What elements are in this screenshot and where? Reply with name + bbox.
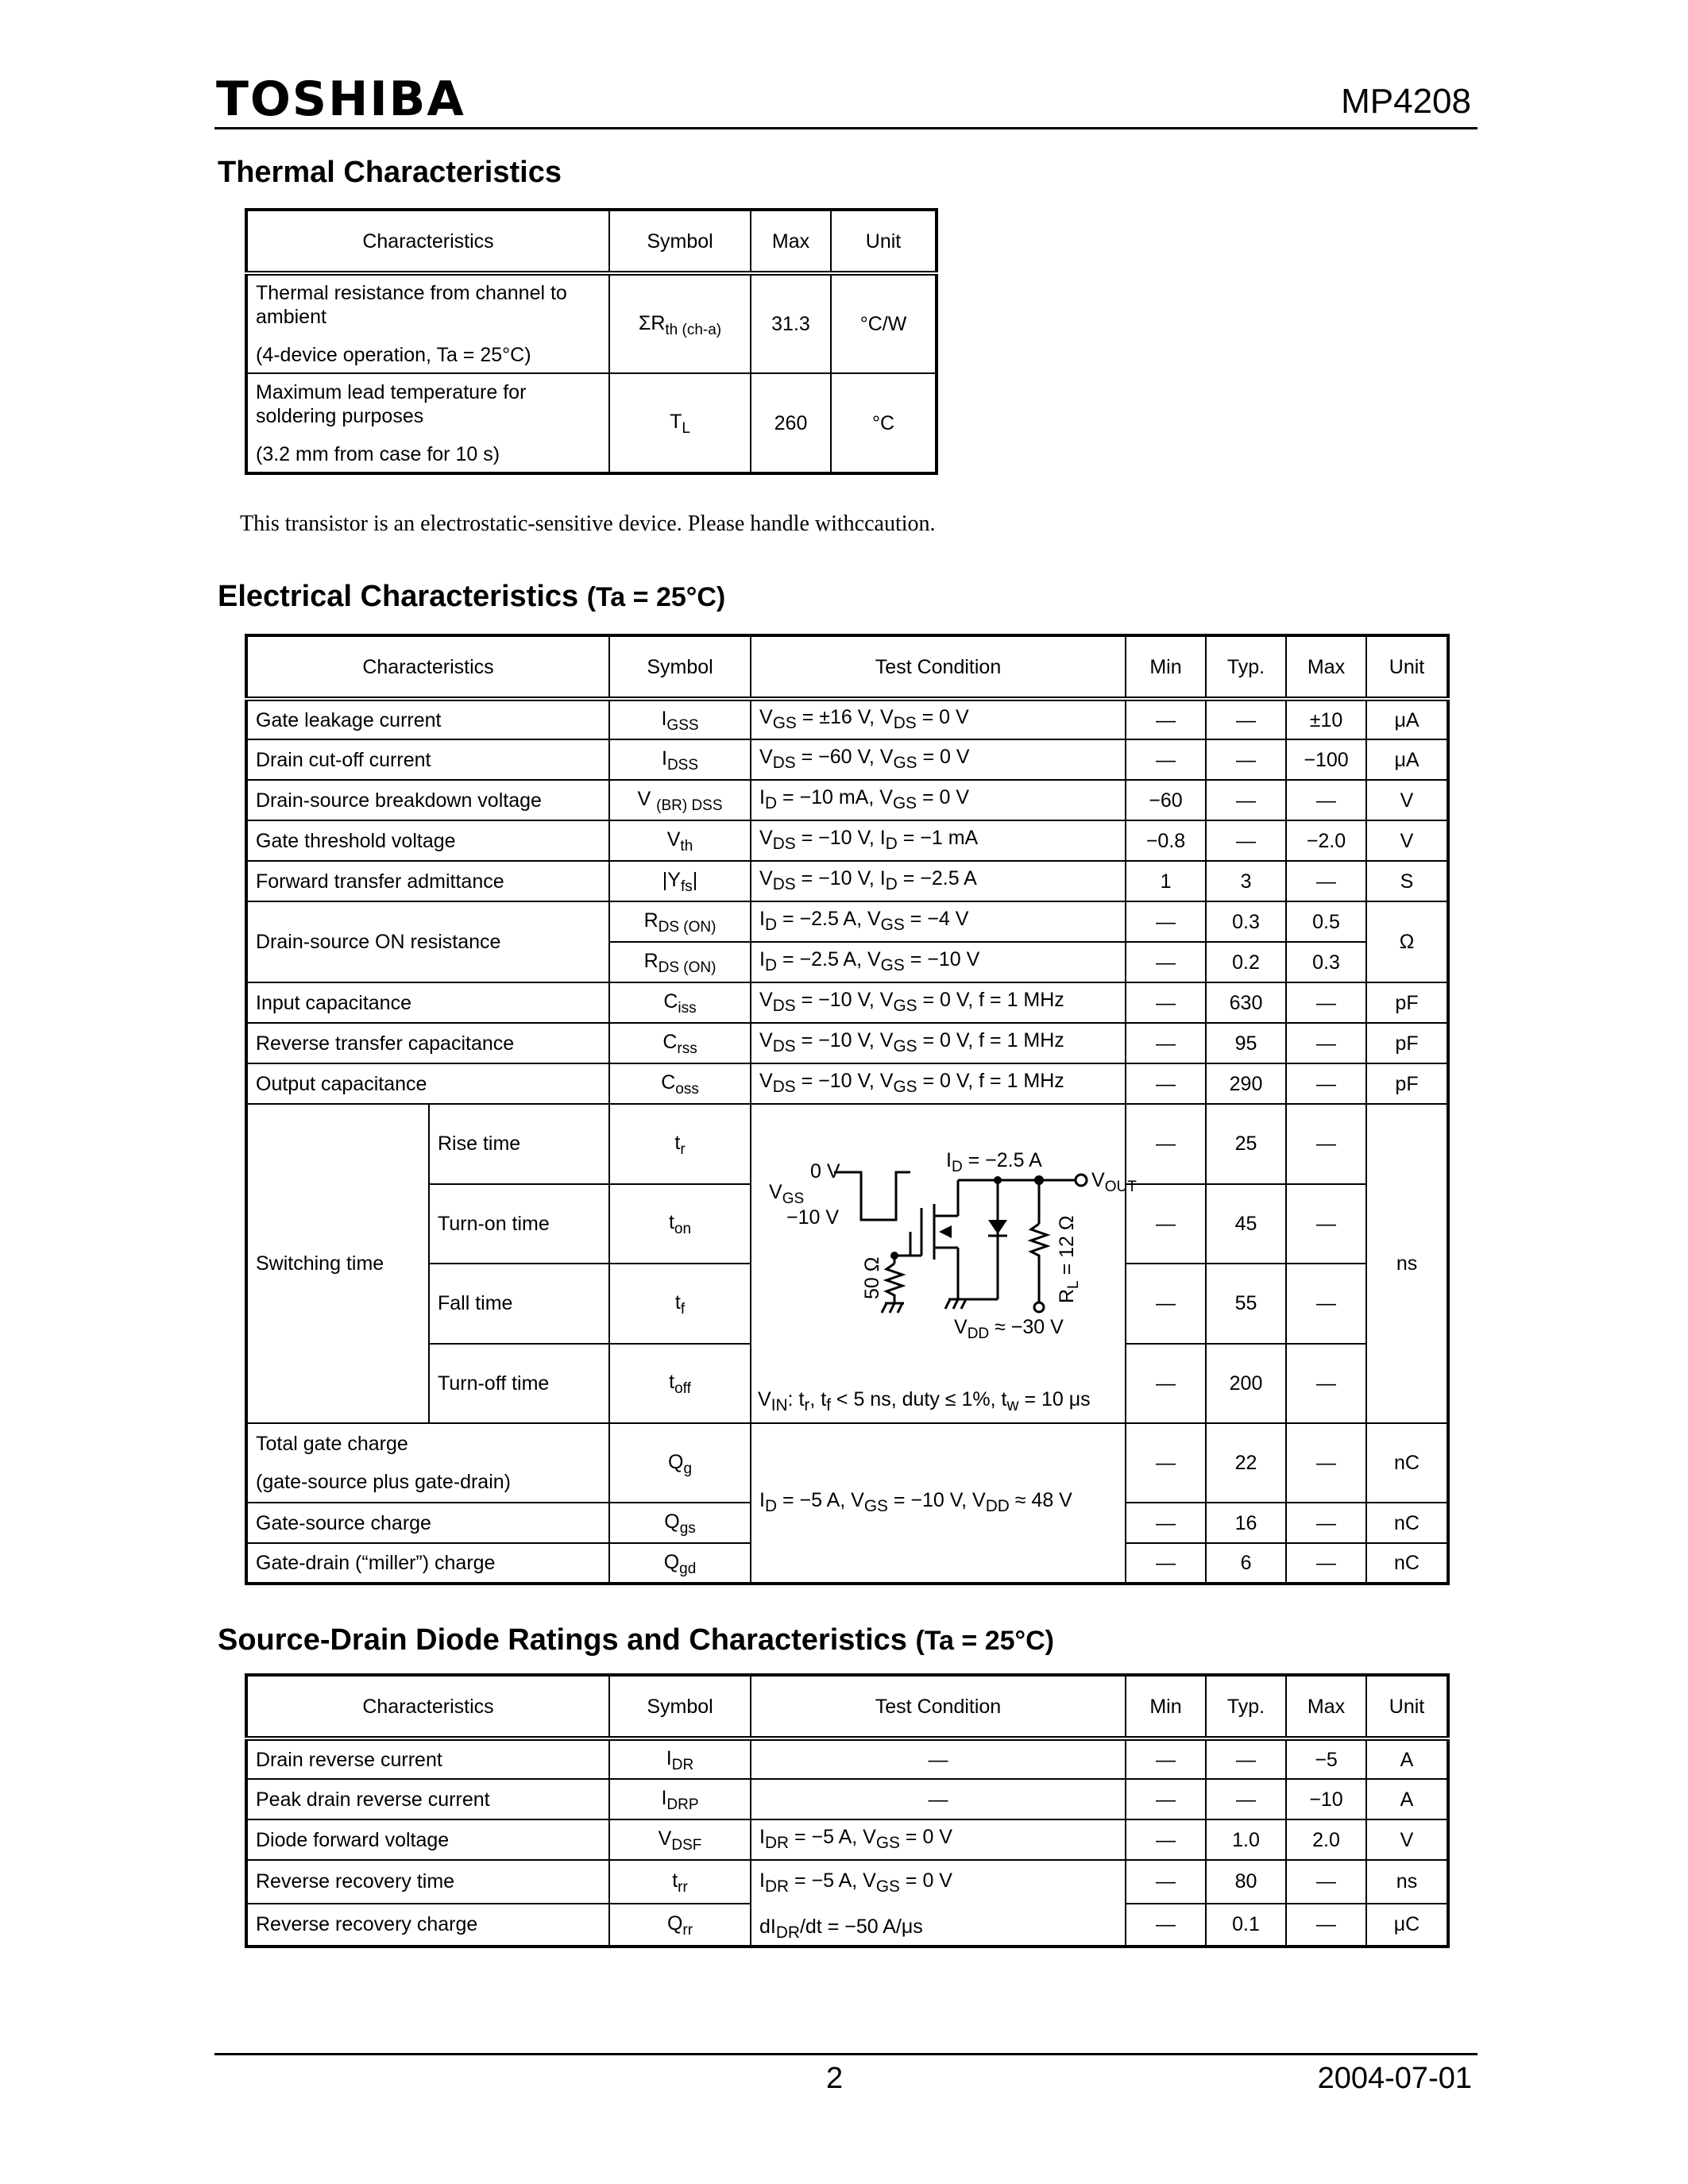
col-header: Typ.: [1206, 635, 1286, 699]
test-condition: $V_{DS} = -10$ V, $V_{GS} = 0$ V, f = 1 MHz: [751, 1023, 1126, 1063]
typ-value: 80: [1206, 1860, 1286, 1904]
vout-label: $V_{OUT}$: [1091, 1169, 1137, 1195]
test-condition: $V_{DS} = -10$ V, $I_D = -2.5$ A: [751, 861, 1126, 901]
max-value: —: [1286, 861, 1366, 901]
characteristic: Reverse transfer capacitance: [246, 1023, 609, 1063]
typ-value: 3: [1206, 861, 1286, 901]
max-value: —: [1286, 1104, 1366, 1184]
min-value: −0.8: [1126, 820, 1206, 861]
electrical-title: Electrical Characteristics (Ta = 25°C): [218, 580, 726, 613]
pulse-low-label: −10 V: [786, 1206, 840, 1229]
max-value: 2.0: [1286, 1819, 1366, 1860]
electrical-table: [245, 634, 1450, 1585]
unit: nC: [1366, 1423, 1448, 1503]
unit: pF: [1366, 982, 1448, 1023]
col-header: Symbol: [609, 1675, 751, 1738]
table-header-row: [246, 635, 1448, 699]
max-value: —: [1286, 1503, 1366, 1543]
min-value: —: [1126, 1904, 1206, 1947]
thermal-title: Thermal Characteristics: [218, 156, 562, 189]
table-header-row: [246, 210, 937, 273]
toshiba-logo: TOSHIBA: [216, 71, 465, 127]
test-condition: $I_D = -2.5$ A, $V_{GS} = -10$ V: [751, 942, 1126, 982]
characteristic: Gate leakage current: [246, 699, 609, 739]
symbol: $\Sigma R_{th (ch-a)}$: [609, 273, 751, 373]
typ-value: 95: [1206, 1023, 1286, 1063]
pulse-condition: $V_{IN}$: $t_r$, $t_f < 5$ ns, duty ≤ 1%, $t_w = 10$ μs: [758, 1388, 1091, 1414]
typ-value: —: [1206, 820, 1286, 861]
typ-value: 200: [1206, 1344, 1286, 1424]
characteristic: Fall time: [429, 1264, 609, 1344]
characteristic: Drain reverse current: [246, 1738, 609, 1779]
characteristic: Gate-source charge: [246, 1503, 609, 1543]
col-header: Characteristics: [246, 635, 609, 699]
unit: pF: [1366, 1063, 1448, 1104]
max-value: —: [1286, 1023, 1366, 1063]
min-value: —: [1126, 1104, 1206, 1184]
col-header: Test Condition: [751, 1675, 1126, 1738]
pulse-high-label: 0 V: [810, 1160, 840, 1183]
min-value: —: [1126, 1063, 1206, 1104]
test-condition: $V_{DS} = -60$ V, $V_{GS} = 0$ V: [751, 739, 1126, 780]
symbol: $Q_{rr}$: [609, 1904, 751, 1947]
characteristic: Input capacitance: [246, 982, 609, 1023]
characteristic: Drain-source breakdown voltage: [246, 780, 609, 820]
min-value: —: [1126, 1860, 1206, 1904]
table-row: [246, 982, 1448, 1023]
table-row: [246, 861, 1448, 901]
typ-value: 22: [1206, 1423, 1286, 1503]
typ-value: 290: [1206, 1063, 1286, 1104]
col-header: Unit: [831, 210, 937, 273]
max-value: 31.3: [751, 273, 831, 373]
table-row: [246, 1104, 1448, 1184]
min-value: —: [1126, 1738, 1206, 1779]
typ-value: —: [1206, 1738, 1286, 1779]
unit: ns: [1366, 1104, 1448, 1423]
symbol: $I_{GSS}$: [609, 699, 751, 739]
col-header: Test Condition: [751, 635, 1126, 699]
symbol: $t_f$: [609, 1264, 751, 1344]
table-row: [246, 273, 937, 373]
min-value: —: [1126, 1779, 1206, 1819]
symbol: $C_{iss}$: [609, 982, 751, 1023]
symbol: $I_{DSS}$: [609, 739, 751, 780]
min-value: —: [1126, 1184, 1206, 1264]
max-value: —: [1286, 1904, 1366, 1947]
unit: pF: [1366, 1023, 1448, 1063]
characteristic: Turn-on time: [429, 1184, 609, 1264]
part-number: MP4208: [1341, 82, 1471, 121]
col-header: Max: [1286, 635, 1366, 699]
unit: S: [1366, 861, 1448, 901]
unit: μA: [1366, 739, 1448, 780]
characteristic: Drain cut-off current: [246, 739, 609, 780]
symbol: $Q_{gd}$: [609, 1543, 751, 1584]
table-row: [246, 1779, 1448, 1819]
col-header: Typ.: [1206, 1675, 1286, 1738]
max-value: −2.0: [1286, 820, 1366, 861]
unit: μA: [1366, 699, 1448, 739]
col-header: Symbol: [609, 210, 751, 273]
characteristic: Reverse recovery charge: [246, 1904, 609, 1947]
symbol: $t_r$: [609, 1104, 751, 1184]
vout-terminal: [1076, 1175, 1087, 1186]
characteristic: Maximum lead temperature for soldering purposes: [256, 380, 527, 427]
characteristic: Reverse recovery time: [246, 1860, 609, 1904]
typ-value: 1.0: [1206, 1819, 1286, 1860]
max-value: —: [1286, 982, 1366, 1023]
symbol: $I_{DR}$: [609, 1738, 751, 1779]
diode-table: [245, 1673, 1450, 1948]
typ-value: 0.2: [1206, 942, 1286, 982]
col-header: Max: [751, 210, 831, 273]
unit: °C: [831, 373, 937, 473]
table-row: [246, 739, 1448, 780]
symbol: $T_L$: [609, 373, 751, 473]
characteristic-note: (4-device operation, Ta = 25°C): [256, 344, 531, 366]
input-pulse-waveform: [834, 1172, 910, 1220]
header-rule: [214, 127, 1477, 129]
symbol: $C_{oss}$: [609, 1063, 751, 1104]
typ-value: 25: [1206, 1104, 1286, 1184]
max-value: —: [1286, 780, 1366, 820]
footer-rule: [214, 2053, 1477, 2055]
symbol: V $_{(BR) DSS}$: [609, 780, 751, 820]
min-value: —: [1126, 1344, 1206, 1424]
drain-current-label: $I_D = -2.5$ A: [946, 1149, 1042, 1175]
max-value: 0.5: [1286, 901, 1366, 942]
vdd-label: $V_{DD} \approx -30$ V: [954, 1316, 1064, 1342]
switching-circuit-diagram: [751, 1105, 1137, 1422]
body-diode: [988, 1220, 1007, 1234]
table-row: [246, 820, 1448, 861]
col-header: Unit: [1366, 635, 1448, 699]
test-condition: $I_{DR} = -5$ A, $V_{GS} = 0$ V: [751, 1819, 1126, 1860]
vgs-label: $V_{GS}$: [769, 1181, 805, 1207]
test-condition: $V_{DS} = -10$ V, $V_{GS} = 0$ V, f = 1 MHz: [751, 982, 1126, 1023]
unit: μC: [1366, 1904, 1448, 1947]
min-value: —: [1126, 942, 1206, 982]
unit: A: [1366, 1779, 1448, 1819]
min-value: —: [1126, 1264, 1206, 1344]
characteristic: Drain-source ON resistance: [246, 901, 609, 982]
symbol: $|Y_{fs}|$: [609, 861, 751, 901]
table-row: [246, 901, 1448, 942]
table-row: [246, 699, 1448, 739]
test-condition: $I_{DR} = -5$ A, $V_{GS} = 0$ V $dI_{DR}/dt = -50$ A/μs: [751, 1860, 1126, 1947]
max-value: —: [1286, 1184, 1366, 1264]
col-header: Max: [1286, 1675, 1366, 1738]
max-value: —: [1286, 1063, 1366, 1104]
test-condition: $V_{DS} = -10$ V, $I_D = -1$ mA: [751, 820, 1126, 861]
thermal-table: [245, 208, 938, 475]
unit: A: [1366, 1738, 1448, 1779]
characteristic: Gate threshold voltage: [246, 820, 609, 861]
table-row: [246, 1063, 1448, 1104]
table-row: [246, 1023, 1448, 1063]
unit: V: [1366, 1819, 1448, 1860]
diode-title: Source-Drain Diode Ratings and Characteristics (Ta = 25°C): [218, 1623, 1054, 1657]
min-value: —: [1126, 699, 1206, 739]
load-resistor-label: $R_L = 12$ Ω: [1056, 1215, 1083, 1303]
characteristic: Gate-drain (“miller”) charge: [246, 1543, 609, 1584]
test-condition: $I_D = -10$ mA, $V_{GS} = 0$ V: [751, 780, 1126, 820]
unit: Ω: [1366, 901, 1448, 982]
min-value: −60: [1126, 780, 1206, 820]
col-header: Min: [1126, 1675, 1206, 1738]
test-condition: $I_D = -2.5$ A, $V_{GS} = -4$ V: [751, 901, 1126, 942]
symbol: $Q_g$: [609, 1423, 751, 1503]
min-value: —: [1126, 982, 1206, 1023]
test-condition: $I_D = -5$ A, $V_{GS} = -10$ V, $V_{DD} \approx 48$ V: [751, 1423, 1126, 1584]
symbol: $t_{rr}$: [609, 1860, 751, 1904]
table-header-row: [246, 1675, 1448, 1738]
max-value: —: [1286, 1344, 1366, 1424]
col-header: Min: [1126, 635, 1206, 699]
typ-value: 0.3: [1206, 901, 1286, 942]
table-row: [246, 780, 1448, 820]
table-row: [246, 1819, 1448, 1860]
symbol: $C_{rss}$: [609, 1023, 751, 1063]
max-value: 260: [751, 373, 831, 473]
min-value: —: [1126, 739, 1206, 780]
table-row: [246, 1738, 1448, 1779]
unit: ns: [1366, 1860, 1448, 1904]
typ-value: —: [1206, 739, 1286, 780]
symbol: $V_{th}$: [609, 820, 751, 861]
switching-test-circuit: [751, 1104, 1137, 1423]
characteristic-note: (gate-source plus gate-drain): [256, 1471, 511, 1493]
min-value: —: [1126, 901, 1206, 942]
mosfet-arrow: [939, 1225, 952, 1238]
symbol: $R_{DS (ON)}$: [609, 901, 751, 942]
gate-resistor: [886, 1264, 902, 1303]
col-header: Symbol: [609, 635, 751, 699]
min-value: —: [1126, 1423, 1206, 1503]
min-value: —: [1126, 1543, 1206, 1584]
typ-value: 6: [1206, 1543, 1286, 1584]
max-value: −5: [1286, 1738, 1366, 1779]
test-condition: $V_{GS} = \pm 16$ V, $V_{DS} = 0$ V: [751, 699, 1126, 739]
unit: V: [1366, 820, 1448, 861]
unit: V: [1366, 780, 1448, 820]
max-value: —: [1286, 1543, 1366, 1584]
symbol: $Q_{gs}$: [609, 1503, 751, 1543]
col-header: Unit: [1366, 1675, 1448, 1738]
min-value: —: [1126, 1819, 1206, 1860]
characteristic: Total gate charge: [256, 1433, 408, 1455]
unit: nC: [1366, 1503, 1448, 1543]
table-row: [246, 1423, 1448, 1503]
symbol: $t_{off}$: [609, 1344, 751, 1424]
gate-resistor-label: 50 Ω: [861, 1256, 884, 1299]
symbol: $V_{DSF}$: [609, 1819, 751, 1860]
test-condition: —: [751, 1779, 1126, 1819]
typ-value: 630: [1206, 982, 1286, 1023]
vdd-terminal: [1034, 1302, 1044, 1312]
min-value: 1: [1126, 861, 1206, 901]
document-date: 2004-07-01: [1317, 2062, 1472, 2095]
symbol: $t_{on}$: [609, 1184, 751, 1264]
max-value: —: [1286, 1264, 1366, 1344]
characteristic: Forward transfer admittance: [246, 861, 609, 901]
typ-value: 16: [1206, 1503, 1286, 1543]
characteristic: Output capacitance: [246, 1063, 609, 1104]
symbol: $R_{DS (ON)}$: [609, 942, 751, 982]
unit: nC: [1366, 1543, 1448, 1584]
typ-value: 55: [1206, 1264, 1286, 1344]
max-value: −10: [1286, 1779, 1366, 1819]
col-header: Characteristics: [246, 210, 609, 273]
characteristic: Thermal resistance from channel to ambient: [256, 282, 567, 328]
min-value: —: [1126, 1503, 1206, 1543]
test-condition: —: [751, 1738, 1126, 1779]
esd-note: This transistor is an electrostatic-sensitive device. Please handle withccaution.: [240, 511, 936, 536]
load-resistor: [1031, 1224, 1047, 1303]
table-row: [246, 1860, 1448, 1904]
characteristic: Peak drain reverse current: [246, 1779, 609, 1819]
characteristic-note: (3.2 mm from case for 10 s): [256, 442, 500, 465]
typ-value: 45: [1206, 1184, 1286, 1264]
max-value: —: [1286, 1423, 1366, 1503]
test-condition: $V_{DS} = -10$ V, $V_{GS} = 0$ V, f = 1 MHz: [751, 1063, 1126, 1104]
page-number: 2: [826, 2062, 844, 2095]
unit: °C/W: [831, 273, 937, 373]
table-row: [246, 373, 937, 473]
typ-value: —: [1206, 1779, 1286, 1819]
characteristic: Diode forward voltage: [246, 1819, 609, 1860]
max-value: —: [1286, 1860, 1366, 1904]
max-value: 0.3: [1286, 942, 1366, 982]
col-header: Characteristics: [246, 1675, 609, 1738]
max-value: −100: [1286, 739, 1366, 780]
min-value: —: [1126, 1023, 1206, 1063]
typ-value: —: [1206, 699, 1286, 739]
max-value: ±10: [1286, 699, 1366, 739]
typ-value: —: [1206, 780, 1286, 820]
typ-value: 0.1: [1206, 1904, 1286, 1947]
characteristic: Rise time: [429, 1104, 609, 1184]
symbol: $I_{DRP}$: [609, 1779, 751, 1819]
switching-group-label: Switching time: [246, 1104, 429, 1423]
characteristic: Turn-off time: [429, 1344, 609, 1424]
